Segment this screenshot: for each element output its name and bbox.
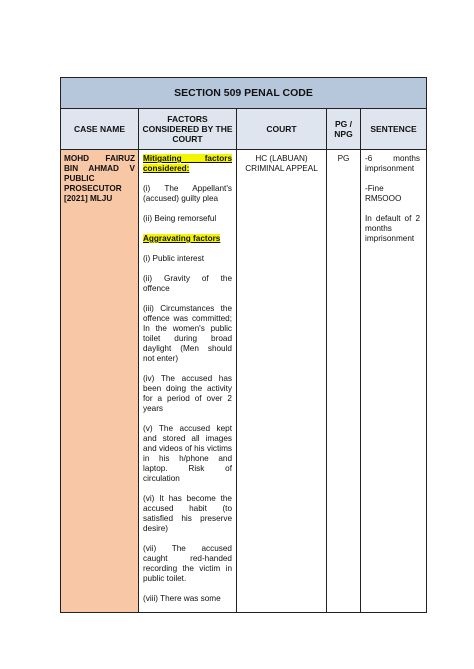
mitigating-item: (ii) Being remorseful <box>143 214 217 223</box>
aggravating-item: (v) The accused kept and stored all images and videos of his victims in his h/phone and laptop. Risk of circulation <box>143 424 232 483</box>
aggravating-item: (vii) The accused caught red-handed recording the victim in public toilet. <box>143 544 232 583</box>
aggravating-item: (vi) It has become the accused habit (to satisfied his preserve desire) <box>143 494 232 533</box>
mitigating-heading: Mitigating factors considered: <box>143 154 232 173</box>
aggravating-item: (iv) The accused has been doing the activity for a period of over 2 years <box>143 374 232 413</box>
aggravating-heading: Aggravating factors <box>143 234 221 243</box>
sentence-item: -6 months imprisonment <box>365 154 420 173</box>
aggravating-item: (ii) Gravity of the offence <box>143 274 232 293</box>
aggravating-item: (viii) There was some <box>143 594 221 603</box>
header-sentence: SENTENCE <box>361 109 427 150</box>
aggravating-item: (i) Public interest <box>143 254 204 263</box>
mitigating-item: (i) The Appellant's (accused) guilty plea <box>143 184 232 203</box>
header-case-name: CASE NAME <box>61 109 139 150</box>
sentence-item: -Fine RM5OOO <box>365 184 402 203</box>
court-cell: HC (LABUAN) CRIMINAL APPEAL <box>237 150 327 613</box>
factors-cell <box>139 150 237 613</box>
table-title: SECTION 509 PENAL CODE <box>61 78 427 109</box>
header-pg-npg: PG / NPG <box>327 109 361 150</box>
sentence-item: In default of 2 months imprisonment <box>365 214 420 243</box>
header-court: COURT <box>237 109 327 150</box>
header-factors: FACTORS CONSIDERED BY THE COURT <box>139 109 237 150</box>
penal-code-table <box>60 77 427 613</box>
sentence-cell <box>361 150 427 613</box>
aggravating-item: (iii) Circumstances the offence was committed; In the women's public toilet during broad daylight (Men should not enter) <box>143 304 232 363</box>
case-name-cell: MOHD FAIRUZ BIN AHMAD V PUBLIC PROSECUTOR [2021] MLJU <box>61 150 139 613</box>
pg-cell: PG <box>327 150 361 613</box>
